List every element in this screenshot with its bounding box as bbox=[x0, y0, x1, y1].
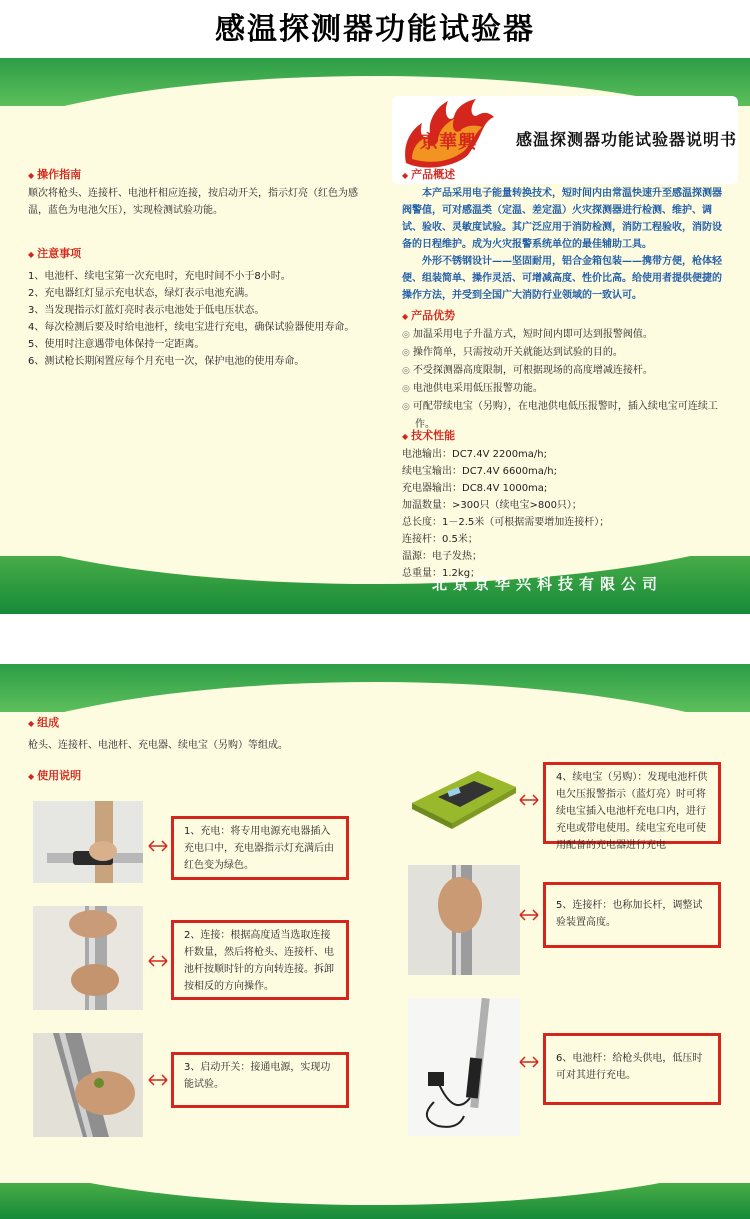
composition-section bbox=[28, 714, 388, 754]
extension-rod-photo bbox=[408, 865, 520, 975]
connecting-photo bbox=[33, 906, 143, 1010]
double-arrow-icon bbox=[519, 909, 539, 921]
list-item: 2、充电器红灯显示充电状态，绿灯表示电池充满。 bbox=[28, 288, 255, 299]
step-callout: 2、连接：根据高度适当选取连接杆数量，然后将枪头、连接杆、电池杆按顺时针的方向转连接。拆卸按相反的方向操作。 bbox=[171, 920, 349, 1000]
section-heading: ◆ 组成 bbox=[28, 714, 388, 733]
spec-item: 充电器输出：DC8.4V 1000ma; bbox=[402, 483, 548, 494]
operation-guide-section bbox=[28, 166, 358, 219]
usage-section bbox=[28, 767, 81, 786]
extension-rod-icon bbox=[408, 865, 520, 975]
charging-illustration-icon bbox=[33, 801, 143, 883]
list-item: ◎ 可配带续电宝（另购），在电池供电低压报警时，插入续电宝可连续工作。 bbox=[402, 398, 728, 433]
switch-photo bbox=[33, 1033, 143, 1137]
power-bank-photo bbox=[408, 767, 520, 831]
spec-item: 加温数量：>300只（续电宝>800只）； bbox=[402, 500, 582, 511]
spec-item: 温源：电子发热； bbox=[402, 551, 482, 562]
overview-paragraph: 本产品采用电子能量转换技术，短时间内由常温快速升至感温探测器阀警值，可对感温类（定温、差定温）火灾探测器进行检测、维护、调试、验收、灵敏度试验。其广泛应用于消防检测，消防工程验收，消防设备的日程维护。成为火灾报警系统单位的最佳辅助工具。 bbox=[402, 188, 722, 250]
company-name: 北京京华兴科技有限公司 bbox=[432, 575, 664, 593]
battery-rod-photo bbox=[408, 998, 520, 1136]
double-arrow-icon bbox=[148, 955, 168, 967]
spec-item: 总长度：1－2.5米（可根据需要增加连接杆）； bbox=[402, 517, 610, 528]
connecting-illustration-icon bbox=[33, 906, 143, 1010]
spec-item: 连接杆：0.5米； bbox=[402, 534, 478, 545]
overview-paragraph: 外形不锈钢设计——坚固耐用，铝合金箱包装——携带方便，枪体轻便、组装简单、操作灵活、可增减高度、性价比高。给使用者提供便捷的操作方法，并受到全国广大消防行业领域的一致认可。 bbox=[402, 256, 722, 301]
operation-guide-text: 顺次将枪头、连接杆、电池杆相应连接，按启动开关，指示灯亮（红色为感温，蓝色为电池欠压），实现检测试验功能。 bbox=[28, 188, 358, 216]
advantages-section bbox=[402, 307, 728, 433]
section-heading: ◆ 产品优势 bbox=[402, 307, 728, 326]
list-item: 6、测试枪长期闲置应每个月充电一次，保护电池的使用寿命。 bbox=[28, 356, 305, 367]
overview-section bbox=[402, 166, 728, 304]
logo-text: 京華興 bbox=[420, 132, 477, 153]
manual-cover-panel bbox=[0, 58, 750, 614]
list-item: ◎ 操作简单，只需按动开关就能达到试验的目的。 bbox=[402, 344, 728, 362]
section-heading: ◆ 操作指南 bbox=[28, 166, 358, 185]
list-item: ◎ 加温采用电子升温方式，短时间内即可达到报警阀值。 bbox=[402, 326, 728, 344]
page-title: 感温探测器功能试验器 bbox=[215, 12, 535, 47]
spec-item: 电池输出：DC7.4V 2200ma/h; bbox=[402, 449, 547, 460]
power-bank-icon bbox=[408, 767, 520, 831]
double-arrow-icon bbox=[519, 794, 539, 806]
manual-title: 感温探测器功能试验器说明书 bbox=[516, 130, 738, 149]
composition-text: 枪头、连接杆、电池杆、充电器、续电宝（另购）等组成。 bbox=[28, 740, 288, 751]
step-callout: 6、电池杆：给枪头供电，低压时可对其进行充电。 bbox=[543, 1033, 721, 1105]
step-callout: 3、启动开关：接通电源，实现功能试验。 bbox=[171, 1052, 349, 1108]
double-arrow-icon bbox=[148, 1074, 168, 1086]
double-arrow-icon bbox=[519, 1056, 539, 1068]
step-callout: 4、续电宝（另购）：发现电池杆供电欠压报警指示（蓝灯亮）时可将续电宝插入电池杆充电口内，进行充电或带电使用。续电宝充电可使用配备的充电器进行充电 bbox=[543, 762, 721, 844]
step-callout: 5、连接杆：也称加长杆，调整试验装置高度。 bbox=[543, 882, 721, 948]
section-heading: ◆ 使用说明 bbox=[28, 767, 81, 786]
notes-section bbox=[28, 245, 368, 370]
list-item: ◎ 电池供电采用低压报警功能。 bbox=[402, 380, 728, 398]
spec-item: 总重量：1.2kg； bbox=[402, 568, 481, 579]
list-item: 3、当发现指示灯蓝灯亮时表示电池处于低电压状态。 bbox=[28, 305, 265, 316]
section-heading: ◆ 产品概述 bbox=[402, 166, 728, 185]
usage-panel bbox=[0, 664, 750, 1219]
double-arrow-icon bbox=[148, 840, 168, 852]
section-heading: ◆ 技术性能 bbox=[402, 427, 728, 446]
list-item: 1、电池杆、续电宝第一次充电时，充电时间不小于8小时。 bbox=[28, 271, 291, 282]
list-item: 4、每次检测后要及时给电池杆，续电宝进行充电，确保试验器使用寿命。 bbox=[28, 322, 355, 333]
battery-rod-icon bbox=[408, 998, 520, 1136]
section-heading: ◆ 注意事项 bbox=[28, 245, 368, 264]
list-item: 5、使用时注意遇带电体保持一定距离。 bbox=[28, 339, 205, 350]
list-item: ◎ 不受探测器高度限制，可根据现场的高度增减连接杆。 bbox=[402, 362, 728, 380]
step-callout: 1、充电：将专用电源充电器插入充电口中，充电器指示灯充满后由红色变为绿色。 bbox=[171, 816, 349, 880]
spec-item: 续电宝输出：DC7.4V 6600ma/h; bbox=[402, 466, 557, 477]
charging-photo bbox=[33, 801, 143, 883]
switch-illustration-icon bbox=[33, 1033, 143, 1137]
specs-section bbox=[402, 427, 728, 582]
